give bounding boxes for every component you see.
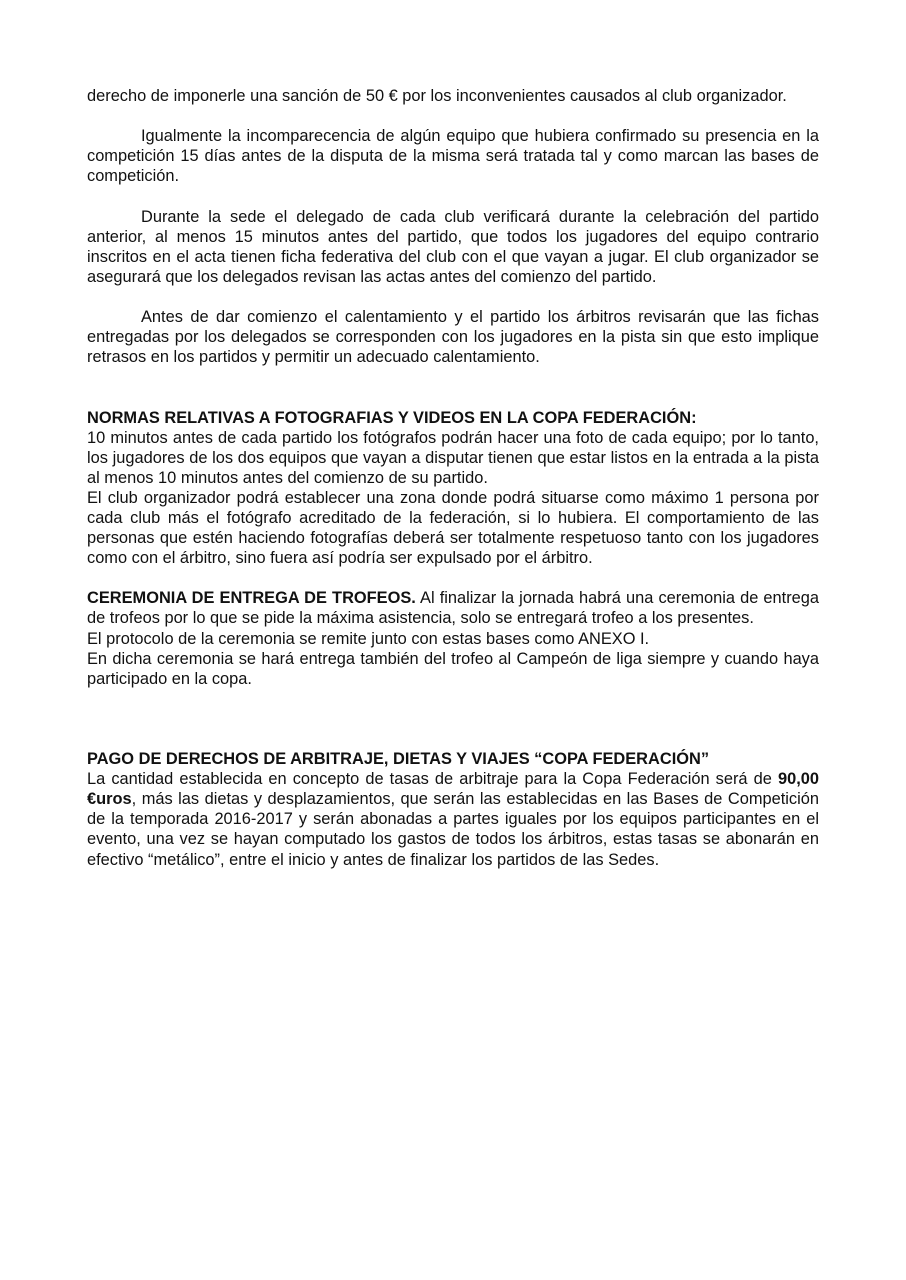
paragraph-trophies-3: En dicha ceremonia se hará entrega también del trofeo al Campeón de liga siempre y cuando haya participado en la copa.	[87, 649, 819, 688]
paragraph-payment	[87, 769, 819, 869]
payment-text-rest: , más las dietas y desplazamientos, que serán las establecidas en las Bases de Competición de la temporada 2016-2017 y serán abonadas a partes iguales por los equipos participantes en el evento, una vez se hayan computado los gastos de todos los árbitros, estas tasas se abonarán en efectivo “metálico”, entre el inicio y antes de finalizar los partidos de las Sedes.	[87, 790, 819, 869]
spacer	[87, 689, 819, 749]
spacer	[87, 367, 819, 407]
paragraph-photos-1: 10 minutos antes de cada partido los fotógrafos podrán hacer una foto de cada equipo; por lo tanto, los jugadores de los dos equipos que vayan a disputar tienen que estar listos en la entrada a la pista al menos 10 minutos antes del comienzo de su partido.	[87, 428, 819, 487]
spacer	[87, 568, 819, 588]
payment-text-start: La cantidad establecida en concepto de tasas de arbitraje para la Copa Federación será de	[87, 770, 778, 789]
paragraph-photos-2: El club organizador podrá establecer una zona donde podrá situarse como máximo 1 persona por cada club más el fotógrafo acreditado de la federación, si lo hubiera. El comportamiento de las personas que estén haciendo fotografías deberá ser totalmente respetuoso tanto con los jugadores como con el árbitro, sino fuera así podría ser expulsado por el árbitro.	[87, 488, 819, 568]
paragraph-delegado: Durante la sede el delegado de cada club verificará durante la celebración del partido anterior, al menos 15 minutos antes del partido, que todos los jugadores del equipo contrario inscritos en el acta tienen ficha federativa del club con el que vayan a jugar. El club organizador se asegurará que los delegados revisan las actas antes del comienzo del partido.	[87, 207, 819, 286]
paragraph-calentamiento: Antes de dar comienzo el calentamiento y el partido los árbitros revisarán que las fichas entregadas por los delegados se corresponden con los jugadores en la pista sin que esto implique retrasos en los partidos y permitir un adecuado calentamiento.	[87, 308, 819, 367]
paragraph-trophies-1	[87, 588, 819, 628]
trophies-text: Al finalizar la jornada habrá una ceremonia de entrega de trofeos por lo que se pide la máxima asistencia, solo se entregará trofeo a los presentes.	[87, 589, 820, 628]
paragraph-sanction: derecho de imponerle una sanción de 50 € por los inconvenientes causados al club organizador.	[87, 87, 787, 105]
payment-amount: 90,00 €uros	[87, 770, 819, 809]
heading-photos-videos: NORMAS RELATIVAS A FOTOGRAFIAS Y VIDEOS EN LA COPA FEDERACIÓN:	[87, 408, 697, 427]
spacer	[87, 106, 819, 126]
heading-payment: PAGO DE DERECHOS DE ARBITRAJE, DIETAS Y VIAJES “COPA FEDERACIÓN”	[87, 750, 710, 769]
spacer	[87, 186, 819, 206]
heading-trophies: CEREMONIA DE ENTREGA DE TROFEOS.	[87, 589, 416, 608]
spacer	[87, 287, 819, 307]
paragraph-trophies-2: El protocolo de la ceremonia se remite junto con estas bases como ANEXO I.	[87, 629, 650, 648]
paragraph-incomparecencia: Igualmente la incomparecencia de algún equipo que hubiera confirmado su presencia en la competición 15 días antes de la disputa de la misma será tratada tal y como marcan las bases de competición.	[87, 127, 819, 186]
